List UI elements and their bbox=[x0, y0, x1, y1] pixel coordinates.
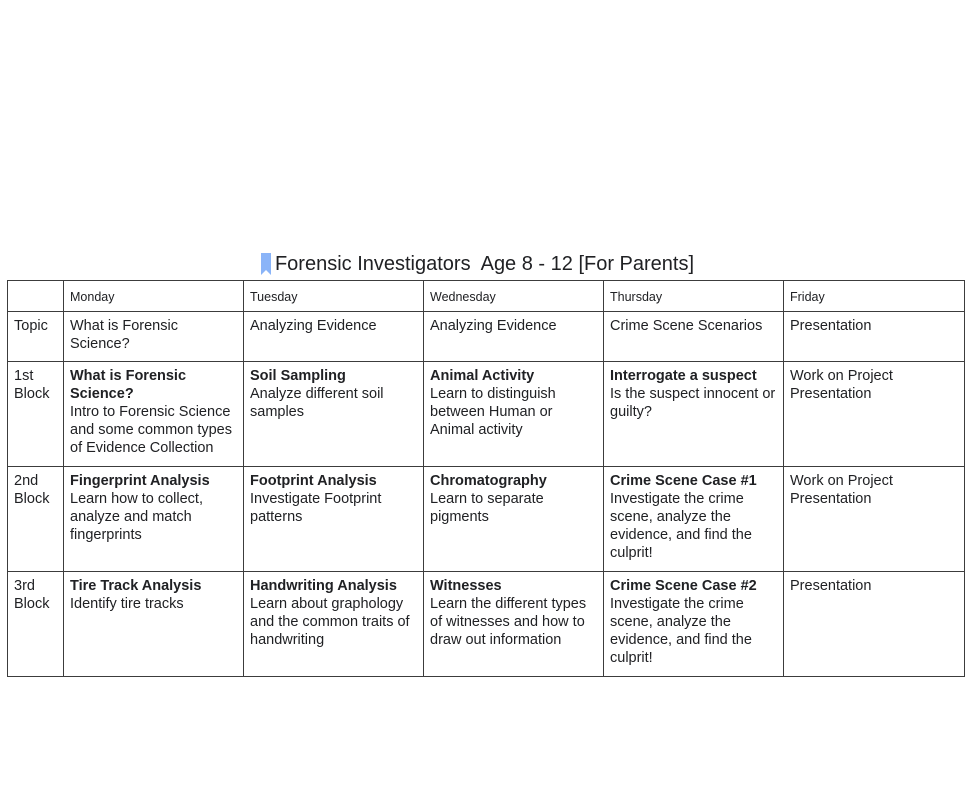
page-title: Forensic Investigators Age 8 - 12 [For Parents] bbox=[274, 253, 695, 275]
day-header-thursday: Thursday bbox=[604, 281, 784, 312]
activity-cell bbox=[424, 467, 604, 572]
topic-cell-thursday: Crime Scene Scenarios bbox=[604, 312, 784, 362]
activity-cell bbox=[244, 467, 424, 572]
activity-cell bbox=[64, 362, 244, 467]
day-header-friday: Friday bbox=[784, 281, 965, 312]
activity-description: Investigate the crime scene, analyze the evidence, and find the culprit! bbox=[610, 491, 752, 561]
activity-title: What is Forensic Science? bbox=[70, 368, 187, 402]
activity-description: Intro to Forensic Science and some common types of Evidence Collection bbox=[70, 404, 232, 456]
row-label-topic: Topic bbox=[8, 312, 64, 362]
activity-title: Chromatography bbox=[430, 473, 547, 489]
row-label-2nd-block: 2nd Block bbox=[8, 467, 64, 572]
activity-title: Footprint Analysis bbox=[250, 473, 377, 489]
block-row-3rd bbox=[8, 572, 965, 677]
activity-description: Is the suspect innocent or guilty? bbox=[610, 386, 776, 420]
activity-description: Learn the different types of witnesses and how to draw out information bbox=[430, 596, 587, 648]
activity-cell bbox=[244, 362, 424, 467]
activity-cell bbox=[424, 572, 604, 677]
activity-description: Learn to separate pigments bbox=[430, 491, 544, 525]
activity-description: Identify tire tracks bbox=[70, 596, 184, 612]
title-bar bbox=[0, 250, 967, 278]
activity-cell bbox=[64, 467, 244, 572]
activity-description: Work on Project Presentation bbox=[790, 368, 893, 402]
day-header-monday: Monday bbox=[64, 281, 244, 312]
row-label-3rd-block: 3rd Block bbox=[8, 572, 64, 677]
block-row-2nd bbox=[8, 467, 965, 572]
day-header-tuesday: Tuesday bbox=[244, 281, 424, 312]
row-label-1st-block: 1st Block bbox=[8, 362, 64, 467]
schedule-table bbox=[7, 280, 965, 677]
activity-title: Witnesses bbox=[430, 578, 502, 594]
activity-description: Presentation bbox=[790, 578, 872, 594]
activity-title: Soil Sampling bbox=[250, 368, 346, 384]
activity-title: Crime Scene Case #1 bbox=[610, 473, 757, 489]
topic-cell-friday: Presentation bbox=[784, 312, 965, 362]
activity-title: Animal Activity bbox=[430, 368, 535, 384]
activity-title: Tire Track Analysis bbox=[70, 578, 202, 594]
header-row bbox=[8, 281, 965, 312]
topic-cell-tuesday: Analyzing Evidence bbox=[244, 312, 424, 362]
block-row-1st bbox=[8, 362, 965, 467]
activity-title: Fingerprint Analysis bbox=[70, 473, 210, 489]
activity-description: Learn about graphology and the common traits of handwriting bbox=[250, 596, 410, 648]
activity-title: Crime Scene Case #2 bbox=[610, 578, 757, 594]
activity-description: Work on Project Presentation bbox=[790, 473, 893, 507]
activity-description: Analyze different soil samples bbox=[250, 386, 384, 420]
topic-row bbox=[8, 312, 965, 362]
activity-cell bbox=[604, 572, 784, 677]
activity-title: Handwriting Analysis bbox=[250, 578, 397, 594]
activity-cell bbox=[784, 362, 965, 467]
activity-cell bbox=[604, 362, 784, 467]
bookmark-icon[interactable] bbox=[261, 253, 271, 275]
corner-cell bbox=[8, 281, 64, 312]
activity-cell bbox=[244, 572, 424, 677]
title-group bbox=[261, 250, 694, 278]
activity-description: Learn how to collect, analyze and match fingerprints bbox=[70, 491, 203, 543]
activity-cell bbox=[424, 362, 604, 467]
activity-cell bbox=[784, 572, 965, 677]
topic-cell-wednesday: Analyzing Evidence bbox=[424, 312, 604, 362]
activity-title: Interrogate a suspect bbox=[610, 368, 757, 384]
activity-cell bbox=[784, 467, 965, 572]
activity-description: Learn to distinguish between Human or Animal activity bbox=[430, 386, 556, 438]
topic-cell-monday: What is Forensic Science? bbox=[64, 312, 244, 362]
activity-description: Investigate the crime scene, analyze the evidence, and find the culprit! bbox=[610, 596, 752, 666]
activity-cell bbox=[604, 467, 784, 572]
day-header-wednesday: Wednesday bbox=[424, 281, 604, 312]
activity-cell bbox=[64, 572, 244, 677]
activity-description: Investigate Footprint patterns bbox=[250, 491, 382, 525]
